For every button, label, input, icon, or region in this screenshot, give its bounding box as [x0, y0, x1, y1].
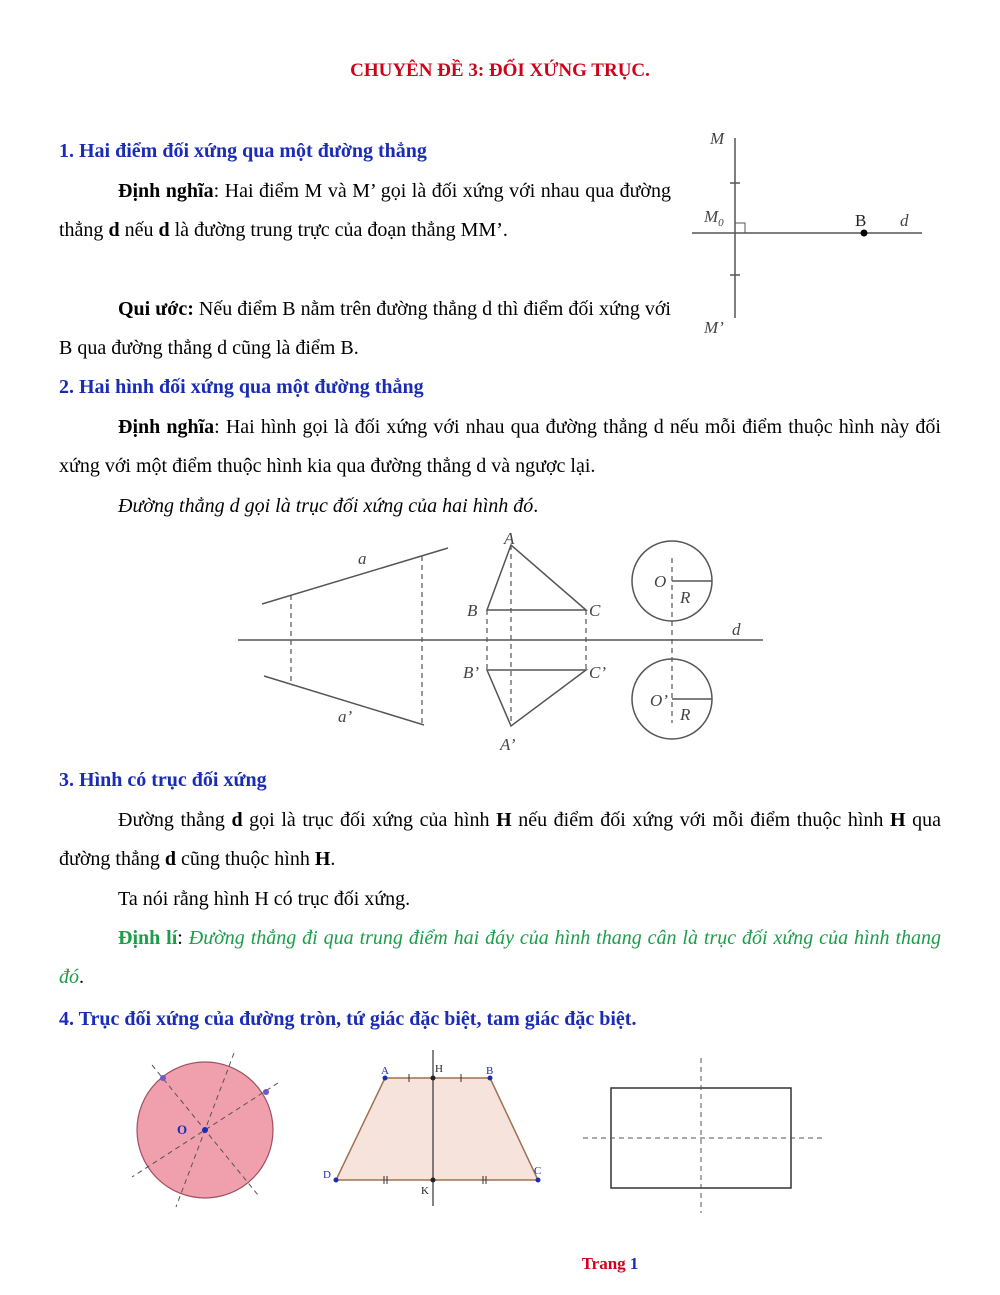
definition-label: Định nghĩa	[118, 416, 215, 438]
note-period: .	[533, 495, 539, 517]
page-number: 1	[629, 1254, 639, 1273]
theorem-text: Đường thẳng đi qua trung điểm hai đáy của hình thang cân là trục đối xứng của hình thang đó	[59, 927, 942, 988]
label-b: B	[486, 1065, 494, 1077]
point-b	[861, 230, 868, 237]
label-m: M	[710, 129, 725, 148]
label-o: O	[177, 1122, 188, 1137]
label-a: a	[358, 549, 367, 568]
text-run: cũng thuộc hình	[175, 848, 315, 870]
label-R: R	[680, 588, 691, 607]
text-run: Đường thẳng	[118, 809, 232, 831]
d-symbol: d	[231, 809, 243, 831]
right-angle-mark	[735, 223, 745, 233]
center-point	[202, 1127, 208, 1133]
convention-label: Qui ước:	[118, 298, 194, 320]
figure-isosceles-trapezoid	[318, 1048, 553, 1208]
label-m0: $M_0$	[704, 207, 724, 229]
label-B-prime: B’	[463, 663, 480, 682]
vertex-c	[536, 1178, 541, 1183]
section-2-heading: 2. Hai hình đối xứng qua một đường thẳng	[59, 376, 424, 398]
label-c: C	[534, 1165, 542, 1177]
figure-circle-axes	[130, 1045, 290, 1215]
label-k: K	[421, 1185, 429, 1197]
triangle-abc	[487, 545, 586, 610]
label-B: B	[467, 601, 478, 620]
label-m-prime: M’	[704, 318, 724, 337]
page-title: CHUYÊN ĐỀ 3: ĐỐI XỨNG TRỤC.	[350, 60, 650, 81]
h-symbol: H	[314, 848, 331, 870]
text-run: nếu điểm đối xứng với mỗi điểm thuộc hình	[511, 809, 890, 831]
section-2-note	[118, 487, 938, 526]
d-symbol: d	[108, 219, 120, 241]
section-1-convention	[59, 290, 671, 368]
theorem-label: Định lí	[118, 927, 178, 949]
label-d: d	[900, 211, 909, 230]
h-symbol: H	[889, 809, 906, 831]
h-symbol: H	[496, 809, 512, 831]
text-run: qua đường thẳng	[59, 809, 941, 870]
section-3-paragraph	[59, 801, 941, 879]
convention-text: Nếu điểm B nằm trên đường thẳng d thì điểm đối xứng với B qua đường thẳng d cũng là điểm B.	[59, 298, 671, 359]
page-footer	[0, 1254, 1000, 1274]
triangle-abc-prime	[487, 670, 586, 726]
theorem-period: .	[79, 966, 84, 988]
definition-text: là đường trung trực của đoạn thẳng MM’.	[169, 219, 508, 241]
section-1-definition	[59, 172, 671, 250]
definition-text: : Hai điểm M và M’ gọi là đối xứng với nhau qua đường thẳng	[59, 180, 671, 241]
text-run: .	[330, 848, 336, 870]
circle-point	[263, 1089, 269, 1095]
figure-rectangle-axes	[583, 1058, 828, 1218]
midpoint-k	[431, 1178, 436, 1183]
section-3-heading: 3. Hình có trục đối xứng	[59, 769, 267, 791]
label-A-prime: A’	[500, 735, 516, 754]
text-run: gọi là trục đối xứng của hình	[242, 809, 497, 831]
definition-text: : Hai hình gọi là đối xứng với nhau qua đường thẳng d nếu mỗi điểm thuộc hình này đối xứng với một điểm thuộc hình kia qua đường thẳng d và ngược lại.	[59, 416, 941, 477]
trapezoid-shape	[336, 1078, 538, 1180]
section-4-heading: 4. Trục đối xứng của đường tròn, tứ giác đặc biệt, tam giác đặc biệt.	[59, 1008, 637, 1030]
midpoint-h	[431, 1076, 436, 1081]
line-a	[262, 548, 448, 604]
label-O: O	[654, 572, 667, 591]
label-d: d	[732, 620, 741, 639]
label-d: D	[323, 1169, 331, 1181]
label-R-prime: R	[680, 705, 691, 724]
label-h: H	[435, 1063, 443, 1075]
label-O-prime: O’	[650, 691, 668, 710]
d-symbol: d	[164, 848, 176, 870]
definition-text: nếu	[119, 219, 159, 241]
label-C-prime: C’	[589, 663, 606, 682]
note-text: Đường thẳng d gọi là trục đối xứng của hai hình đó	[118, 495, 534, 517]
figure-point-symmetry	[692, 118, 932, 343]
circle-point	[160, 1075, 166, 1081]
figure-two-symmetric-shapes	[238, 528, 768, 760]
section-1-heading: 1. Hai điểm đối xứng qua một đường thẳng	[59, 140, 427, 162]
theorem-colon: :	[177, 927, 189, 949]
label-A: A	[504, 529, 515, 548]
d-symbol: d	[158, 219, 170, 241]
section-2-definition	[59, 408, 941, 486]
label-C: C	[589, 601, 601, 620]
definition-label: Định nghĩa	[118, 180, 214, 202]
section-3-theorem	[59, 919, 941, 997]
vertex-d	[334, 1178, 339, 1183]
label-a-prime: a’	[338, 707, 353, 726]
label-a: A	[381, 1065, 389, 1077]
label-b: B	[855, 211, 867, 230]
footer-label: Trang	[581, 1254, 630, 1273]
section-3-statement: Ta nói rằng hình H có trục đối xứng.	[118, 888, 411, 910]
